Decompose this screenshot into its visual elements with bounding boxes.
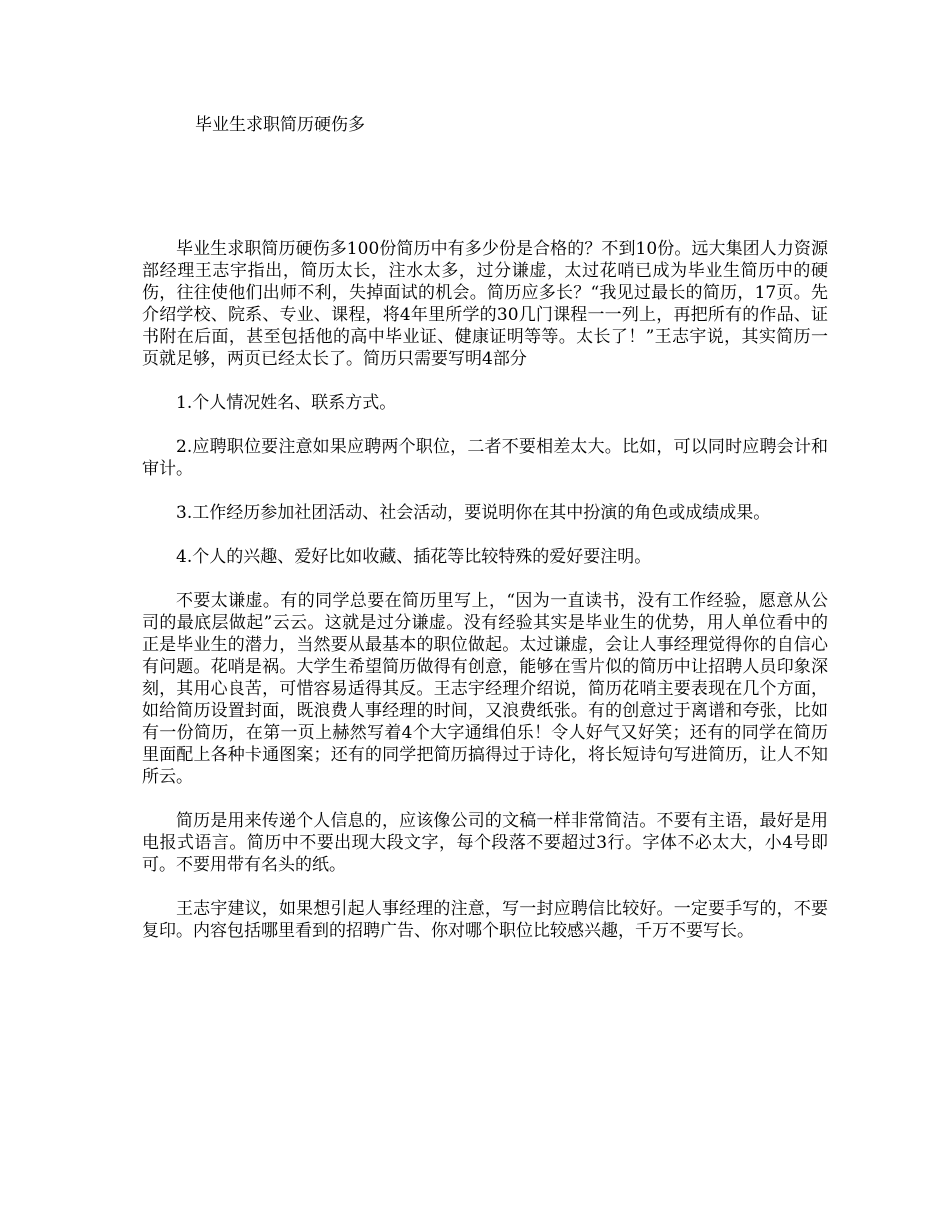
paragraph-cover-letter: 王志宇建议，如果想引起人事经理的注意，写一封应聘信比较好。一定要手写的，不要复印。内容包括哪里看到的招聘广告、你对哪个职位比较感兴趣，千万不要写长。 — [142, 899, 828, 941]
list-item-work-experience: 3.工作经历参加社团活动、社会活动，要说明你在其中扮演的角色或成绩成果。 — [176, 503, 771, 523]
list-item-interests: 4.个人的兴趣、爱好比如收藏、插花等比较特殊的爱好要注明。 — [176, 547, 652, 567]
document-body — [142, 238, 828, 964]
paragraph-intro: 毕业生求职简历硬伤多100份简历中有多少份是合格的？不到10份。远大集团人力资源部经理王志宇指出，简历太长，注水太多，过分谦虚，太过花哨已成为毕业生简历中的硬伤，往往使他们出师不利，失掉面试的机会。简历应多长？“我见过最长的简历，17页。先介绍学校、院系、专业、课程，将4年里所学的30几门课程一一列上，再把所有的作品、证书附在后面，甚至包括他的高中毕业证、健康证明等等。太长了！”王志宇说，其实简历一页就足够，两页已经太长了。简历只需要写明4部分 — [142, 239, 828, 369]
document-title: 毕业生求职简历硬伤多 — [195, 115, 365, 135]
list-item-personal-info: 1.个人情况姓名、联系方式。 — [176, 393, 397, 413]
paragraph-conciseness: 简历是用来传递个人信息的，应该像公司的文稿一样非常简洁。不要有主语，最好是用电报式语言。简历中不要出现大段文字，每个段落不要超过3行。字体不必太大，小4号即可。不要用带有名头的纸。 — [142, 811, 828, 875]
list-item-position: 2.应聘职位要注意如果应聘两个职位，二者不要相差太大。比如，可以同时应聘会计和审计。 — [142, 437, 828, 479]
paragraph-modesty-and-flashiness: 不要太谦虚。有的同学总要在简历里写上，“因为一直读书，没有工作经验，愿意从公司的最底层做起”云云。这就是过分谦虚。没有经验其实是毕业生的优势，用人单位看中的正是毕业生的潜力，当然要从最基本的职位做起。太过谦虚，会让人事经理觉得你的自信心有问题。花哨是祸。大学生希望简历做得有创意，能够在雪片似的简历中让招聘人员印象深刻，其用心良苦，可惜容易适得其反。王志宇经理介绍说，简历花哨主要表现在几个方面，如给简历设置封面，既浪费人事经理的时间，又浪费纸张。有的创意过于离谱和夸张，比如有一份简历，在第一页上赫然写着4个大字通缉伯乐！令人好气又好笑；还有的同学在简历里面配上各种卡通图案；还有的同学把简历搞得过于诗化，将长短诗句写进简历，让人不知所云。 — [142, 591, 828, 787]
